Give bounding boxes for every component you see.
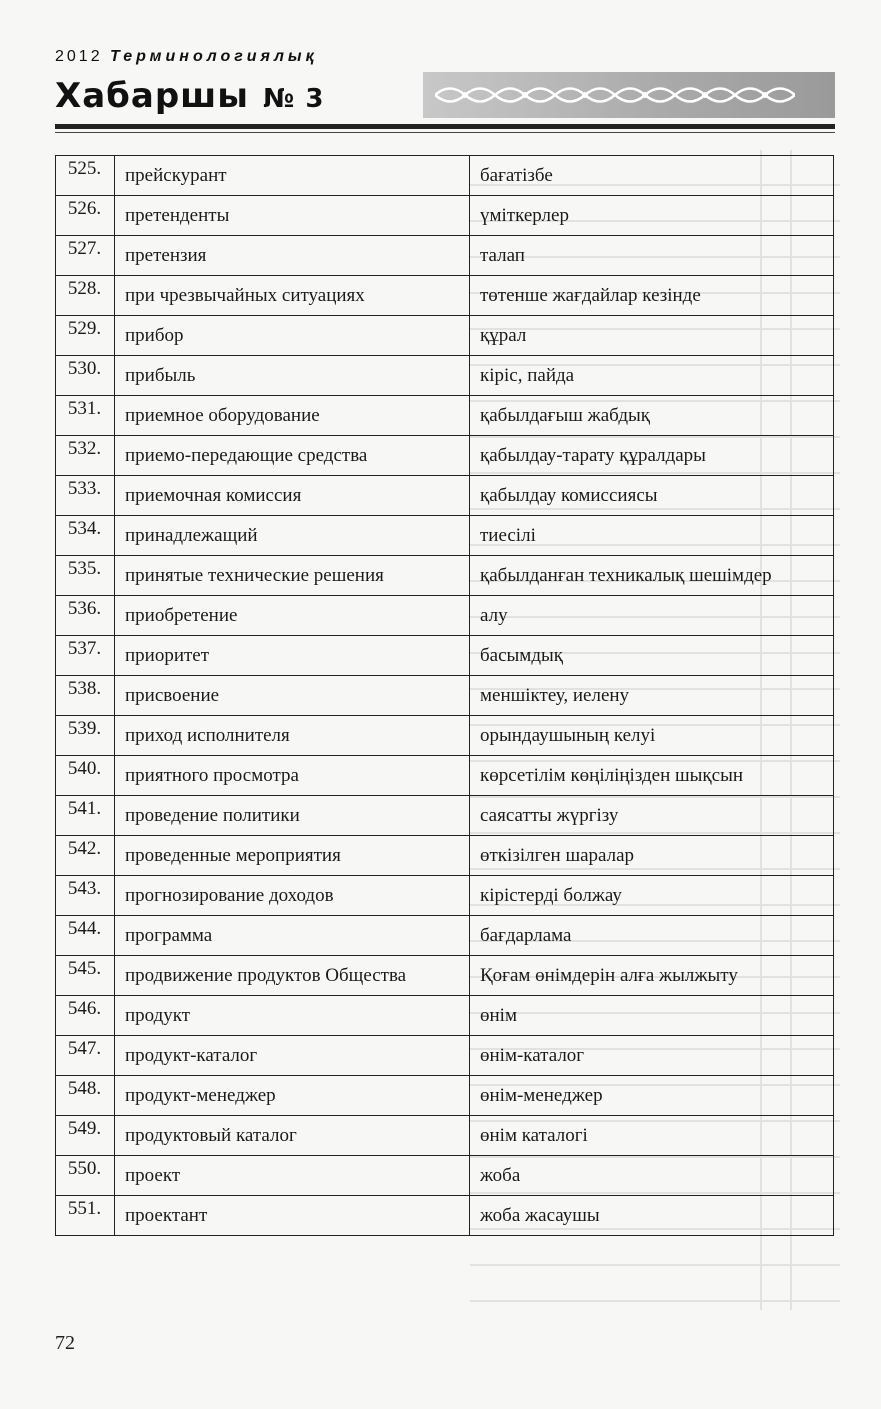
table-row [56, 516, 834, 556]
russian-term: прейскурант [115, 156, 470, 196]
kazakh-term: өнім [470, 996, 834, 1036]
row-number: 528. [56, 276, 115, 316]
row-number: 535. [56, 556, 115, 596]
russian-term: проект [115, 1156, 470, 1196]
row-number: 526. [56, 196, 115, 236]
row-number: 548. [56, 1076, 115, 1116]
table-row [56, 636, 834, 676]
kazakh-term: алу [470, 596, 834, 636]
russian-term: принятые технические решения [115, 556, 470, 596]
russian-term: продуктовый каталог [115, 1116, 470, 1156]
table-row [56, 556, 834, 596]
table-row [56, 1156, 834, 1196]
table-row [56, 956, 834, 996]
kazakh-term: тиесілі [470, 516, 834, 556]
table-row [56, 1076, 834, 1116]
kazakh-term: өнім-менеджер [470, 1076, 834, 1116]
row-number: 546. [56, 996, 115, 1036]
header-series-line [55, 48, 835, 66]
header-rule-thin [55, 132, 835, 133]
row-number: 537. [56, 636, 115, 676]
kazakh-term: кірістерді болжау [470, 876, 834, 916]
row-number: 547. [56, 1036, 115, 1076]
russian-term: претенденты [115, 196, 470, 236]
kazakh-term: құрал [470, 316, 834, 356]
russian-term: приемочная комиссия [115, 476, 470, 516]
kazakh-term: қабылдау комиссиясы [470, 476, 834, 516]
header-issue: № 3 [263, 84, 325, 114]
row-number: 551. [56, 1196, 115, 1236]
row-number: 533. [56, 476, 115, 516]
header-rule-thick [55, 124, 835, 129]
row-number: 529. [56, 316, 115, 356]
row-number: 539. [56, 716, 115, 756]
row-number: 538. [56, 676, 115, 716]
russian-term: приемо-передающие средства [115, 436, 470, 476]
row-number: 544. [56, 916, 115, 956]
russian-term: продукт [115, 996, 470, 1036]
table-row [56, 796, 834, 836]
russian-term: продвижение продуктов Общества [115, 956, 470, 996]
russian-term: приемное оборудование [115, 396, 470, 436]
row-number: 541. [56, 796, 115, 836]
kazakh-term: қабылдау-тарату құралдары [470, 436, 834, 476]
russian-term: продукт-каталог [115, 1036, 470, 1076]
table-row [56, 716, 834, 756]
row-number: 540. [56, 756, 115, 796]
table-row [56, 236, 834, 276]
kazakh-term: саясатты жүргізу [470, 796, 834, 836]
kazakh-term: жоба [470, 1156, 834, 1196]
row-number: 536. [56, 596, 115, 636]
row-number: 530. [56, 356, 115, 396]
table-row [56, 756, 834, 796]
row-number: 534. [56, 516, 115, 556]
page-header [55, 48, 835, 116]
kazakh-term: өнім-каталог [470, 1036, 834, 1076]
russian-term: прибор [115, 316, 470, 356]
row-number: 525. [56, 156, 115, 196]
kazakh-term: қабылданған техникалық шешімдер [470, 556, 834, 596]
kazakh-term: меншіктеу, иелену [470, 676, 834, 716]
table-row [56, 476, 834, 516]
table-row [56, 1036, 834, 1076]
kazakh-term: орындаушының келуі [470, 716, 834, 756]
table-row [56, 876, 834, 916]
russian-term: приятного просмотра [115, 756, 470, 796]
russian-term: приобретение [115, 596, 470, 636]
russian-term: присвоение [115, 676, 470, 716]
table-row [56, 356, 834, 396]
header-series: Терминологиялық [110, 48, 318, 65]
russian-term: принадлежащий [115, 516, 470, 556]
row-number: 550. [56, 1156, 115, 1196]
kazakh-term: кіріс, пайда [470, 356, 834, 396]
table-row [56, 916, 834, 956]
table-row [56, 396, 834, 436]
kazakh-term: жоба жасаушы [470, 1196, 834, 1236]
table-row [56, 996, 834, 1036]
kazakh-term: талап [470, 236, 834, 276]
table-row [56, 1196, 834, 1236]
table-row [56, 1116, 834, 1156]
header-year: 2012 [55, 48, 103, 65]
kazakh-term: төтенше жағдайлар кезінде [470, 276, 834, 316]
kazakh-term: басымдық [470, 636, 834, 676]
row-number: 545. [56, 956, 115, 996]
row-number: 527. [56, 236, 115, 276]
russian-term: приоритет [115, 636, 470, 676]
russian-term: прогнозирование доходов [115, 876, 470, 916]
table-row [56, 156, 834, 196]
russian-term: проведенные мероприятия [115, 836, 470, 876]
russian-term: приход исполнителя [115, 716, 470, 756]
table-row [56, 316, 834, 356]
header-title-band [55, 70, 835, 120]
table-row [56, 836, 834, 876]
row-number: 543. [56, 876, 115, 916]
header-title-text: Хабаршы [55, 76, 250, 116]
kazakh-term: Қоғам өнімдерін алға жылжыту [470, 956, 834, 996]
table-row [56, 436, 834, 476]
ornament-icon [435, 80, 795, 110]
russian-term: прибыль [115, 356, 470, 396]
russian-term: программа [115, 916, 470, 956]
kazakh-term: үміткерлер [470, 196, 834, 236]
russian-term: проектант [115, 1196, 470, 1236]
kazakh-term: өткізілген шаралар [470, 836, 834, 876]
kazakh-term: қабылдағыш жабдық [470, 396, 834, 436]
table-row [56, 596, 834, 636]
row-number: 532. [56, 436, 115, 476]
row-number: 542. [56, 836, 115, 876]
russian-term: при чрезвычайных ситуациях [115, 276, 470, 316]
table-row [56, 676, 834, 716]
russian-term: продукт-менеджер [115, 1076, 470, 1116]
russian-term: проведение политики [115, 796, 470, 836]
page-number: 72 [55, 1332, 75, 1354]
kazakh-term: өнім каталогі [470, 1116, 834, 1156]
header-title [55, 76, 324, 116]
kazakh-term: көрсетілім көңіліңізден шықсын [470, 756, 834, 796]
kazakh-term: бағатізбе [470, 156, 834, 196]
terms-table [55, 155, 834, 1236]
russian-term: претензия [115, 236, 470, 276]
table-row [56, 196, 834, 236]
row-number: 531. [56, 396, 115, 436]
table-row [56, 276, 834, 316]
row-number: 549. [56, 1116, 115, 1156]
kazakh-term: бағдарлама [470, 916, 834, 956]
